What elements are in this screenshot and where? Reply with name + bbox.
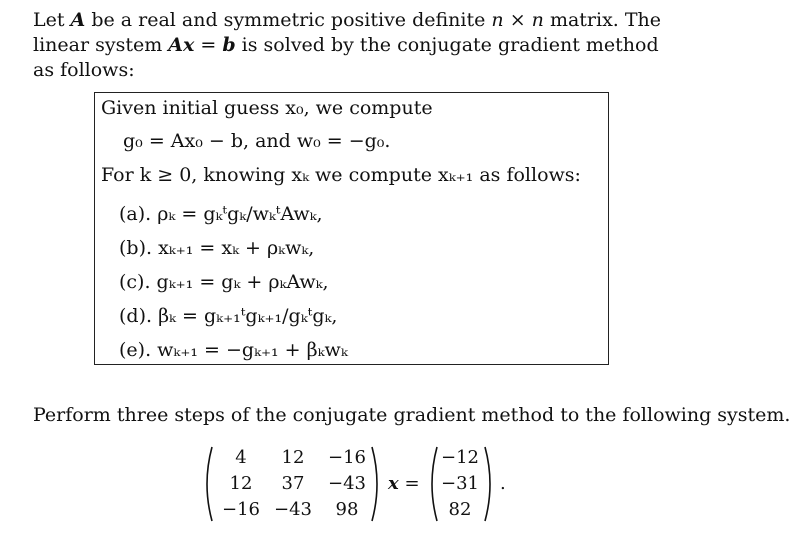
coefficient-matrix — [200, 445, 385, 523]
matrix-cell-1-3: −16 — [328, 447, 366, 468]
algorithm-step-d: (d). βₖ = gₖ₊₁ᵗgₖ₊₁/gₖᵗgₖ, — [119, 305, 338, 327]
rhs-right-paren-icon — [483, 445, 497, 523]
intro-text-2: be a real and symmetric positive definite — [85, 9, 492, 31]
algorithm-step-e: (e). wₖ₊₁ = −gₖ₊₁ + βₖwₖ — [119, 339, 348, 361]
algorithm-step-b: (b). xₖ₊₁ = xₖ + ρₖwₖ, — [119, 237, 315, 259]
x-vector-symbol: x — [388, 473, 399, 494]
system-period: . — [500, 473, 506, 494]
algorithm-given-line: Given initial guess x₀, we compute — [101, 97, 433, 119]
Ax-symbol: Ax — [168, 34, 195, 56]
n-symbol-1: n — [491, 9, 504, 31]
system-equals: = — [404, 473, 420, 494]
n-symbol-2: n — [531, 9, 544, 31]
problem-intro — [33, 8, 683, 83]
matrix-cell-2-1: 12 — [229, 473, 253, 494]
rhs-cell-2: −31 — [441, 473, 479, 494]
matrix-A-symbol: A — [70, 9, 86, 31]
b-symbol: b — [222, 34, 236, 56]
algorithm-step-c: (c). gₖ₊₁ = gₖ + ρₖAwₖ, — [119, 271, 329, 293]
task-statement: Perform three steps of the conjugate gradient method to the following system. — [33, 404, 790, 426]
left-paren-icon — [200, 445, 214, 523]
matrix-cell-2-3: −43 — [328, 473, 366, 494]
matrix-cell-3-1: −16 — [222, 499, 260, 520]
equals-symbol: = — [194, 34, 223, 56]
algorithm-box — [94, 92, 609, 365]
matrix-cell-1-2: 12 — [281, 447, 305, 468]
intro-text-3: matrix. The linear system — [33, 9, 662, 56]
matrix-cell-3-2: −43 — [274, 499, 312, 520]
times-symbol: × — [503, 9, 532, 31]
algorithm-for-line: For k ≥ 0, knowing xₖ we compute xₖ₊₁ as follows: — [101, 164, 581, 186]
rhs-cell-3: 82 — [448, 499, 472, 520]
matrix-cell-2-2: 37 — [281, 473, 305, 494]
matrix-cell-1-1: 4 — [235, 447, 247, 468]
rhs-vector — [425, 445, 495, 523]
rhs-cell-1: −12 — [441, 447, 479, 468]
intro-text-4: is solved by the conjugate gradient method as follows: — [33, 34, 659, 81]
algorithm-init-line: g₀ = Ax₀ − b, and w₀ = −g₀. — [123, 130, 391, 152]
right-paren-icon — [370, 445, 384, 523]
algorithm-step-a: (a). ρₖ = gₖᵗgₖ/wₖᵗAwₖ, — [119, 203, 323, 225]
intro-text-1: Let — [33, 9, 71, 31]
matrix-cell-3-3: 98 — [335, 499, 359, 520]
